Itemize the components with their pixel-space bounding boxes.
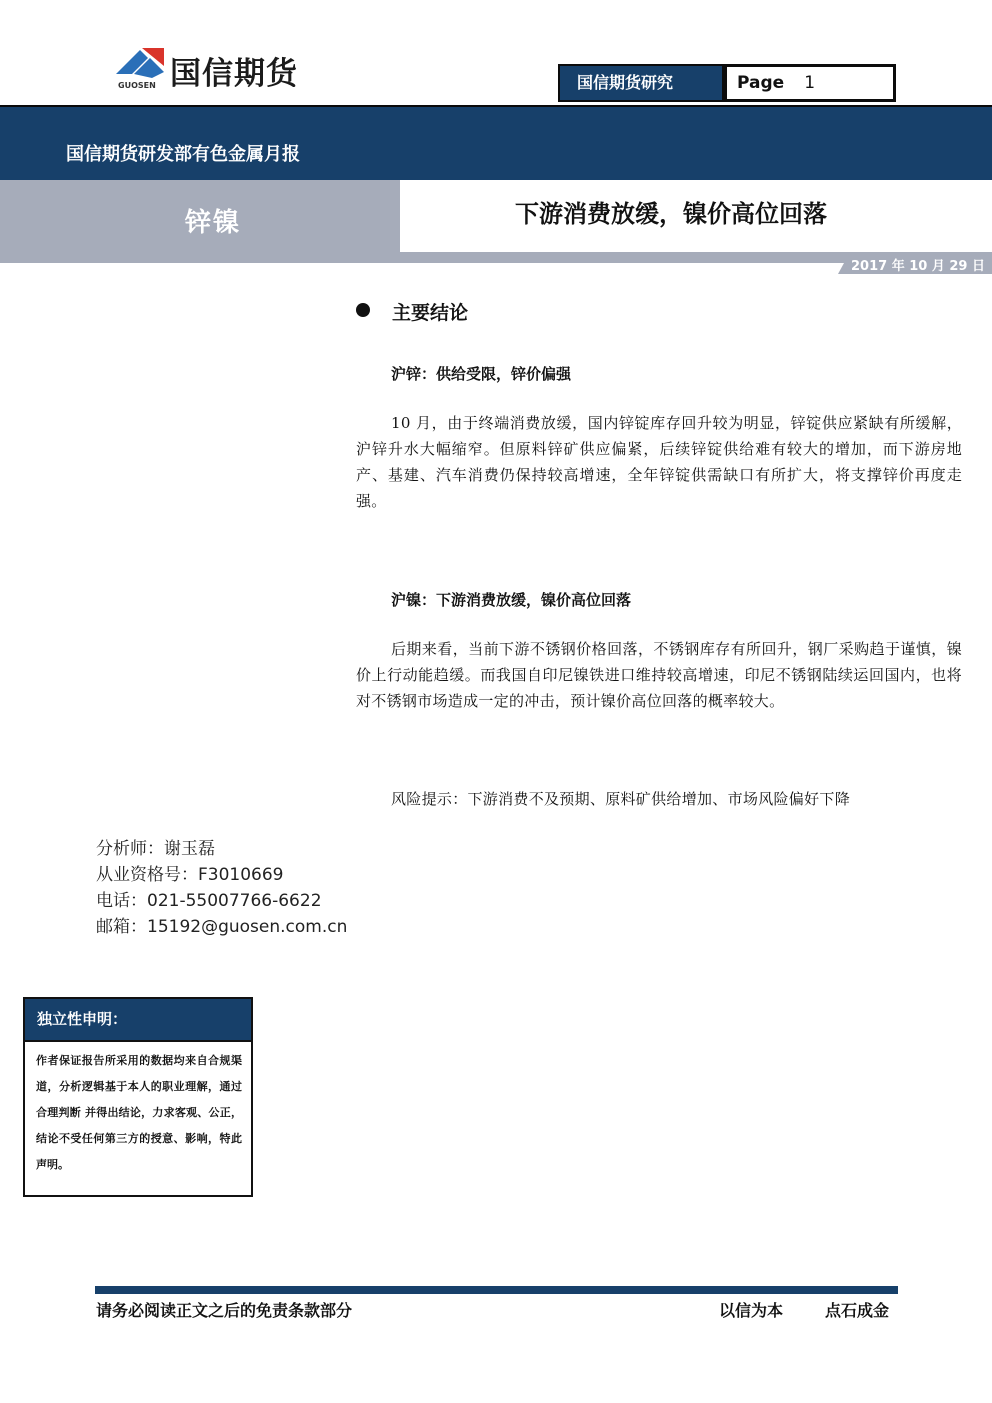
guosen-logo-icon	[112, 44, 168, 84]
analyst-email-label: 邮箱：	[96, 917, 147, 937]
analyst-license-value: F3010669	[198, 865, 284, 885]
footer-rule	[95, 1286, 898, 1294]
analyst-phone-label: 电话：	[96, 891, 147, 911]
page-label: Page	[737, 73, 785, 93]
zinc-subtitle: 沪锌：供给受限，锌价偏强	[391, 365, 572, 383]
analyst-license-label: 从业资格号：	[96, 865, 198, 885]
zinc-paragraph: 10 月，由于终端消费放缓，国内锌锭库存回升较为明显，锌锭供应紧缺有所缓解，沪锌升水大幅缩窄。但原料锌矿供应偏紧，后续锌锭供给难有较大的增加，而下游房地产、基建、汽车消费仍保持较高增速，全年锌锭供需缺口有所扩大，将支撑锌价再度走强。	[356, 414, 962, 510]
footer-disclaimer: 请务必阅读正文之后的免责条款部分	[96, 1301, 353, 1320]
report-headline: 下游消费放缓，镍价高位回落	[515, 199, 827, 228]
report-date: 2017 年 10 月 29 日	[851, 259, 985, 274]
footer-motto-2: 点石成金	[825, 1301, 890, 1320]
bullet-icon	[356, 303, 370, 317]
independence-text: 作者保证报告所采用的数据均来自合规渠道，分析逻辑基于本人的职业理解，通过合理判断 并得出结论，力求客观、公正，结论不受任何第三方的授意、影响，特此声明。	[36, 1054, 242, 1171]
date-strip	[0, 252, 992, 263]
category-label: 锌镍	[185, 208, 242, 238]
brand-name: 国信期货	[170, 56, 298, 92]
section-title: 主要结论	[392, 302, 469, 324]
research-label: 国信期货研究	[558, 64, 724, 102]
nickel-paragraph: 后期来看，当前下游不锈钢价格回落，不锈钢库存有所回升，钢厂采购趋于谨慎，镍价上行动能趋缓。而我国自印尼镍铁进口维持较高增速，印尼不锈钢陆续运回国内，也将对不锈钢市场造成一定的冲击，预计镍价高位回落的概率较大。	[356, 640, 962, 710]
page-number: 1	[804, 73, 816, 93]
brand-name-en: GUOSEN	[118, 81, 156, 90]
risk-warning: 风险提示：下游消费不及预期、原料矿供给增加、市场风险偏好下降	[391, 790, 851, 808]
analyst-name	[96, 834, 215, 859]
analyst-name-label: 分析师：	[96, 839, 164, 859]
analyst-name-value: 谢玉磊	[164, 839, 215, 859]
analyst-license	[96, 860, 284, 885]
analyst-phone-value: 021-55007766-6622	[147, 891, 322, 911]
company-logo	[112, 44, 352, 96]
analyst-email-value[interactable]: 15192@guosen.com.cn	[147, 917, 348, 937]
page-indicator	[724, 64, 896, 102]
analyst-phone	[96, 886, 322, 911]
report-series-title: 国信期货研发部有色金属月报	[66, 144, 300, 165]
analyst-email	[96, 912, 347, 937]
footer-motto-1: 以信为本	[719, 1301, 784, 1320]
independence-title: 独立性申明：	[23, 997, 253, 1042]
nickel-subtitle: 沪镍：下游消费放缓，镍价高位回落	[391, 591, 632, 609]
